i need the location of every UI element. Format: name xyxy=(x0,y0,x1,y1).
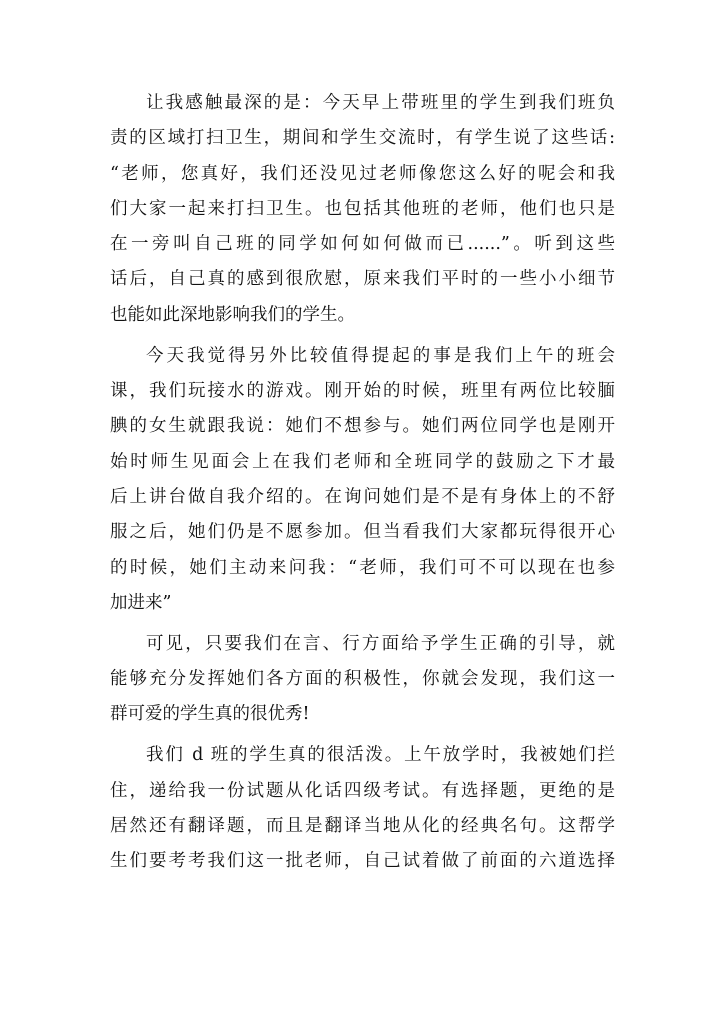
text-line: 在一旁叫自己班的同学如何如何做而已......”。听到这些 xyxy=(110,234,615,255)
text-line: 可见，只要我们在言、行方面给予学生正确的引导，就 xyxy=(146,633,615,654)
text-line: 也能如此深地影响我们的学生。 xyxy=(110,304,355,325)
text-line: 始时师生见面会上在我们老师和全班同学的鼓励之下才最 xyxy=(110,451,615,472)
text-line: 课，我们玩接水的游戏。刚开始的时候，班里有两位比较腼 xyxy=(110,381,615,402)
text-line: 话后，自己真的感到很欣慰，原来我们平时的一些小小细节 xyxy=(110,269,615,290)
paragraph-4 xyxy=(110,738,615,879)
text-line: 群可爱的学生真的很优秀! xyxy=(110,704,310,725)
paragraph-3 xyxy=(110,627,615,733)
paragraph-1 xyxy=(110,86,615,333)
text-line: 今天我觉得另外比较值得提起的事是我们上午的班会 xyxy=(146,345,615,366)
text-line: 腆的女生就跟我说：她们不想参与。她们两位同学也是刚开 xyxy=(110,416,615,437)
text-line: 居然还有翻译题，而且是翻译当地从化的经典名句。这帮学 xyxy=(110,816,615,836)
text-line: 后上讲台做自我介绍的。在询问她们是不是有身体上的不舒 xyxy=(110,486,615,507)
text-line: 住，递给我一份试题从化话四级考试。有选择题，更绝的是 xyxy=(110,780,615,801)
text-line: 生们要考考我们这一批老师，自己试着做了前面的六道选择 xyxy=(110,851,615,872)
text-line: 加进来” xyxy=(110,592,172,613)
text-line: 们大家一起来打扫卫生。也包括其他班的老师，他们也只是 xyxy=(110,198,615,219)
text-line: 能够充分发挥她们各方面的积极性，你就会发现，我们这一 xyxy=(110,669,615,690)
text-line: 服之后，她们仍是不愿参加。但当看我们大家都玩得很开心 xyxy=(110,522,615,543)
text-line: 让我感触最深的是：今天早上带班里的学生到我们班负 xyxy=(146,93,615,113)
text-line: 的时候，她们主动来问我：“老师，我们可不可以现在也参 xyxy=(110,557,615,578)
text-line: “老师，您真好，我们还没见过老师像您这么好的呢会和我 xyxy=(110,163,615,184)
paragraph-2 xyxy=(110,339,615,621)
text-line: 责的区域打扫卫生，期间和学生交流时，有学生说了这些话: xyxy=(110,128,615,149)
text-line: 我们 d 班的学生真的很活泼。上午放学时，我被她们拦 xyxy=(146,745,615,766)
document-page xyxy=(110,86,615,885)
